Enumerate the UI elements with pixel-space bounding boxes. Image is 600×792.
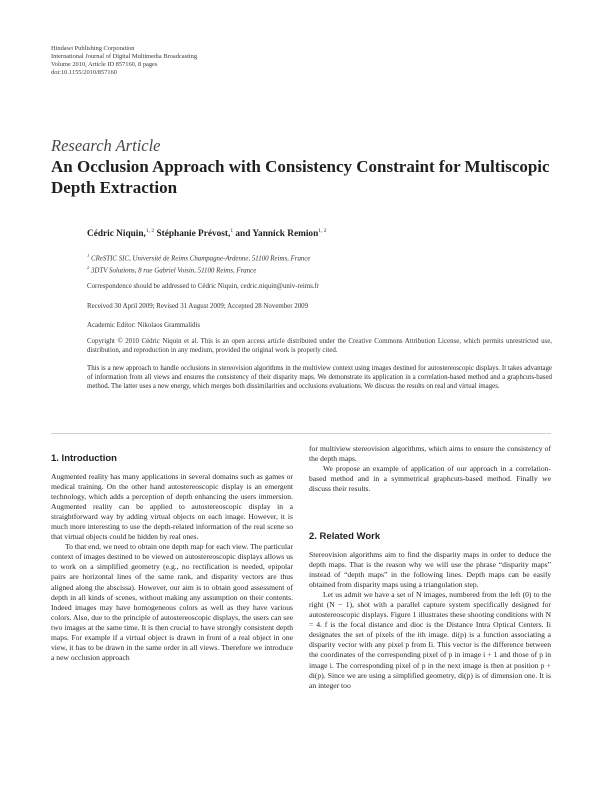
correspondence: Correspondence should be addressed to Cédric Niquin, cedric.niquin@univ-reims.fr [87,283,320,290]
intro-paragraph-1: Augmented reality has many applications in several domains such as games or medical training. On the other hand autostereoscopic display is an emergent technology, which adds a perception of depth enhancing the users immersion. Augmented reality can be applied to autostereoscopic display in a straightforward way by adding virtual objects on each image. However, it is much more interesting to use the depth-related information of the real scene so that virtual objects could be hidden by real ones. [51,472,293,542]
left-column [51,472,293,663]
article-title: An Occlusion Approach with Consistency Constraint for Multiscopic Depth Extraction [51,157,550,197]
affiliation: $^2$ 3DTV Solutions, 8 rue Gabriel Voisin, 51100 Reims, France [87,265,257,275]
right-column-bottom [309,550,551,691]
academic-editor: Academic Editor: Nikolaos Grammalidis [87,322,201,329]
article-type: Research Article [51,136,161,155]
intro-continuation: for multiview stereovision algorithms, which aims to ensure the consistency of the depth maps. [309,444,551,464]
journal-header [51,45,197,77]
author-affiliation-mark: 1, 2 [318,228,327,234]
volume-info: Volume 2010, Article ID 857160, 8 pages [51,61,158,69]
copyright-notice: Copyright © 2010 Cédric Niquin et al. This is an open access article distributed under the Creative Commons Attribution License, which permits unrestricted use, distribution, and reproduction in any medium, provided the original work is properly cited. [87,338,552,355]
related-paragraph-2: Let us admit we have a set of N images, numbered from the left (0) to the right (N − 1), shot with a parallel capture system specifically designed for autostereoscopic displays. Figure 1 illustrates these shooting conditions with N = 4. f is the focal distance and dioc is the Distance Intra Optical Centers. Ii designates the set of pixels of the ith image. di(p) is a function associating a disparity vector with any pixel p from Ii. This vector is the difference between the coordinates of the corresponding pixel of p in image i + 1 and those of p in image i. The corresponding pixel of p in the next image is then at position p + di(p). Since we are using a simplified geometry, di(p) is of dimension one. It is an integer too [309,590,551,690]
author-name: Cédric Niquin, [87,229,146,240]
affiliation: $^1$ CReSTIC SIC, Université de Reims Champagne-Ardenne, 51100 Reims, France [87,253,311,263]
author-name: Stéphanie Prévost, [156,229,231,240]
author-affiliation-mark: 1, 2 [145,228,155,234]
related-work-heading: 2. Related Work [309,531,381,542]
publisher: Hindawi Publishing Corporation [51,45,135,52]
section-divider [51,433,551,434]
intro-paragraph-3: We propose an example of application of our approach in a correlation-based method and in a symmetrical graphcuts-based method. Finally we discuss their results. [309,464,551,494]
author-name: and Yannick Remion [235,229,319,240]
intro-paragraph-2: To that end, we need to obtain one depth map for each view. The particular context of images destined to be viewed on autostereoscopic displays allows us to work on a simplified geometry (e.g., no rectification is needed, epipolar pairs are horizontal lines of the same rank, and disparity vectors are thus aligned along the abscissa). However, our aim is to obtain good assessment of depth in all kinds of scenes, without making any assumption on their contents. Indeed images may have homogeneous colors as well as they have various colors. Also, due to the principle of autostereoscopic displays, the users can see two images at the same time. It is then crucial to have strongly consistent depth maps. For example if a virtual object is drawn in front of a real object in one view, it has to be drawn in the same order in all views. Therefore we introduce a new occlusion approach [51,542,293,662]
introduction-heading: 1. Introduction [51,453,117,464]
journal-name: International Journal of Digital Multimedia Broadcasting [51,53,198,61]
related-paragraph-1: Stereovision algorithms aim to find the disparity maps in order to deduce the depth maps. That is the reason why we will use the phrase “disparity maps” instead of “depth maps” in the following lines. Depth maps can be easily obtained from disparity maps using a triangulation step. [309,550,551,590]
affiliations [87,251,552,276]
abstract: This is a new approach to handle occlusions in stereovision algorithms in the multiview context using images destined for autostereoscopic displays. It takes advantage of information from all views and ensures the consistency of their disparity maps. We demonstrate its application in a correlation-based method and a graphcuts-based method. The latter uses a new energy, which merges both dissimilarities and occlusions evaluations. We discuss the results on real and virtual images. [87,365,552,391]
doi: doi:10.1155/2010/857160 [51,69,117,77]
right-column-top [309,444,551,494]
received-dates: Received 30 April 2009; Revised 31 August 2009; Accepted 28 November 2009 [87,303,309,310]
author-list [87,228,327,239]
author-affiliation-mark: 1 [230,228,234,234]
